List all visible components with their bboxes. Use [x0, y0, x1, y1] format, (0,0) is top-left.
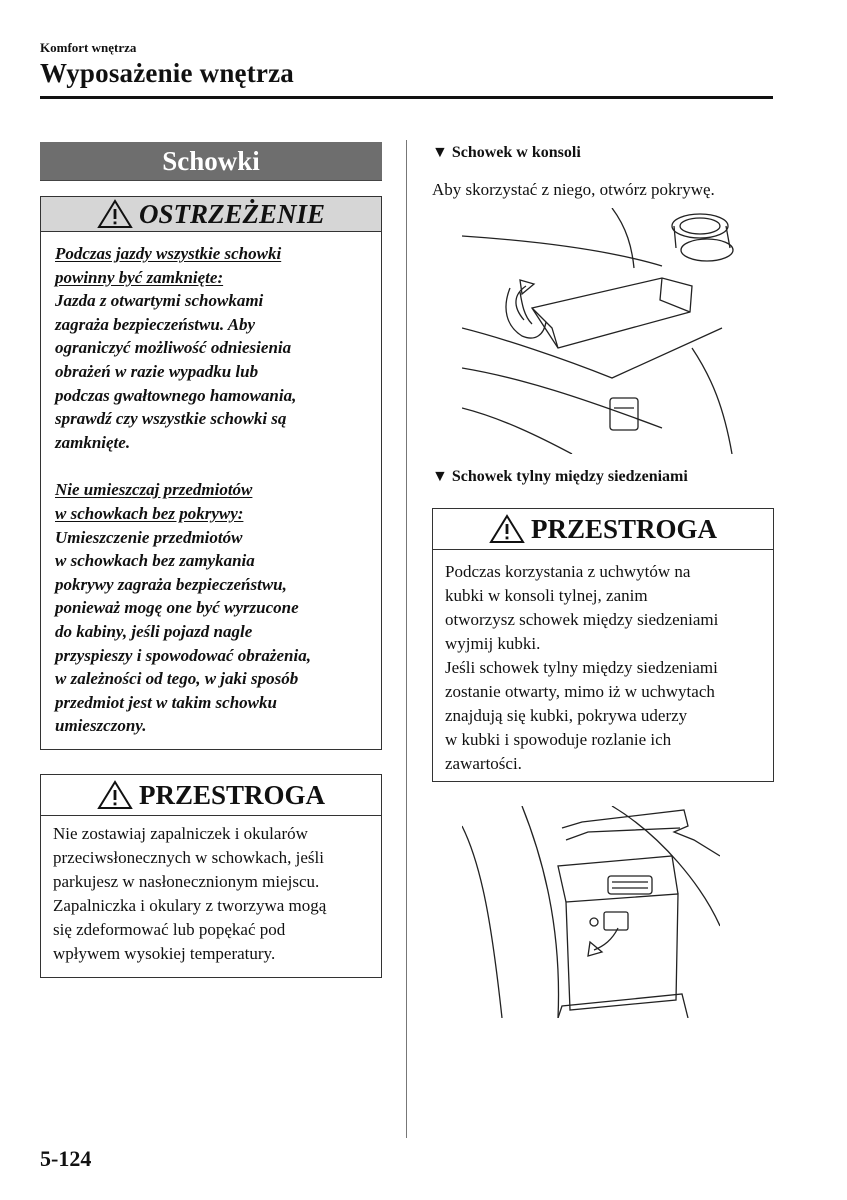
warning-line: przedmiot jest w takim schowku — [55, 692, 277, 712]
warning-heading-line: w schowkach bez pokrywy: — [55, 503, 244, 523]
caution-line: wyjmij kubki. — [445, 634, 541, 653]
caution-line: zostanie otwarty, mimo iż w uchwytach — [445, 682, 715, 701]
warning-box — [40, 196, 382, 750]
caution-box-header — [41, 775, 381, 816]
console-storage-illustration — [462, 208, 740, 454]
console-storage-heading: ▼ Schowek w konsoli — [432, 144, 581, 161]
warning-heading-line: Podczas jazdy wszystkie schowki — [55, 244, 282, 263]
caution-line: Jeśli schowek tylny między siedzeniami — [445, 658, 718, 677]
warning-line: w zależności od tego, w jaki sposób — [55, 669, 299, 689]
warning-line: do kabiny, jeśli pojazd nagle — [55, 621, 253, 641]
caution-box-left — [40, 774, 382, 978]
section-header-schowki: Schowki — [40, 142, 382, 181]
page-number: 5-124 — [40, 1146, 92, 1171]
caution-triangle-icon — [97, 780, 133, 810]
warning-label: OSTRZEŻENIE — [138, 198, 326, 229]
caution-line: Podczas korzystania z uchwytów na — [445, 562, 691, 581]
caution-line: się zdeformować lub popękać pod — [53, 920, 286, 939]
caution-box-header — [433, 509, 773, 550]
warning-triangle-icon — [97, 199, 133, 229]
warning-line: sprawdź czy wszystkie schowki są — [55, 409, 287, 429]
caution-line: Zapalniczka i okulary z tworzywa mogą — [53, 896, 327, 915]
warning-line: w schowkach bez zamykania — [55, 551, 255, 571]
caution-line: wpływem wysokiej temperatury. — [53, 944, 276, 963]
caution-label: PRZESTROGA — [530, 513, 718, 544]
warning-line: zagraża bezpieczeństwu. Aby — [55, 314, 256, 334]
warning-heading-line: powinny być zamknięte: — [55, 267, 224, 287]
caution-line: przeciwsłonecznych w schowkach, jeśli — [53, 848, 324, 867]
caution-line: parkujesz w nasłonecznionym miejscu. — [53, 872, 320, 891]
caution-label: PRZESTROGA — [138, 779, 326, 810]
caution-line: znajdują się kubki, pokrywa uderzy — [445, 706, 688, 725]
caution-line: kubki w konsoli tylnej, zanim — [445, 586, 648, 605]
warning-line: ograniczyć możliwość odniesienia — [55, 338, 292, 358]
warning-line: obrażeń w razie wypadku lub — [55, 361, 259, 381]
caution-line: otworzysz schowek między siedzeniami — [445, 610, 719, 629]
caution-line: zawartości. — [445, 754, 522, 773]
caution-triangle-icon — [489, 514, 525, 544]
column-divider — [406, 140, 407, 1138]
warning-line: Jazda z otwartymi schowkami — [55, 291, 264, 311]
warning-line: podczas gwałtownego hamowania, — [55, 385, 297, 405]
warning-line: ponieważ mogę one być wyrzucone — [55, 598, 299, 618]
caution-line: Nie zostawiaj zapalniczek i okularów — [53, 824, 308, 843]
warning-line: umieszczony. — [55, 716, 147, 736]
caution-box-right — [432, 508, 774, 782]
rear-storage-heading: ▼ Schowek tylny między siedzeniami — [432, 468, 688, 485]
warning-paragraph-2 — [55, 478, 367, 738]
warning-line: pokrywy zagraża bezpieczeństwu, — [55, 574, 287, 594]
rear-storage-illustration — [462, 806, 720, 1018]
warning-box-header — [41, 197, 381, 232]
caution-text — [41, 816, 381, 966]
warning-line: Umieszczenie przedmiotów — [55, 527, 243, 547]
warning-line: przyspieszy i spowodować obrażenia, — [55, 645, 311, 665]
caution-line: w kubki i spowoduje rozlanie ich — [445, 730, 672, 749]
warning-text — [41, 232, 381, 738]
console-storage-text: Aby skorzystać z niego, otwórz pokrywę. — [432, 180, 715, 199]
title-rule — [40, 96, 773, 99]
caution-text — [433, 550, 773, 776]
section-label: Komfort wnętrza — [40, 40, 137, 55]
page-title: Wyposażenie wnętrza — [40, 58, 294, 88]
warning-heading-line: Nie umieszczaj przedmiotów — [55, 480, 253, 500]
warning-paragraph-1 — [55, 242, 367, 454]
warning-line: zamknięte. — [55, 432, 131, 452]
